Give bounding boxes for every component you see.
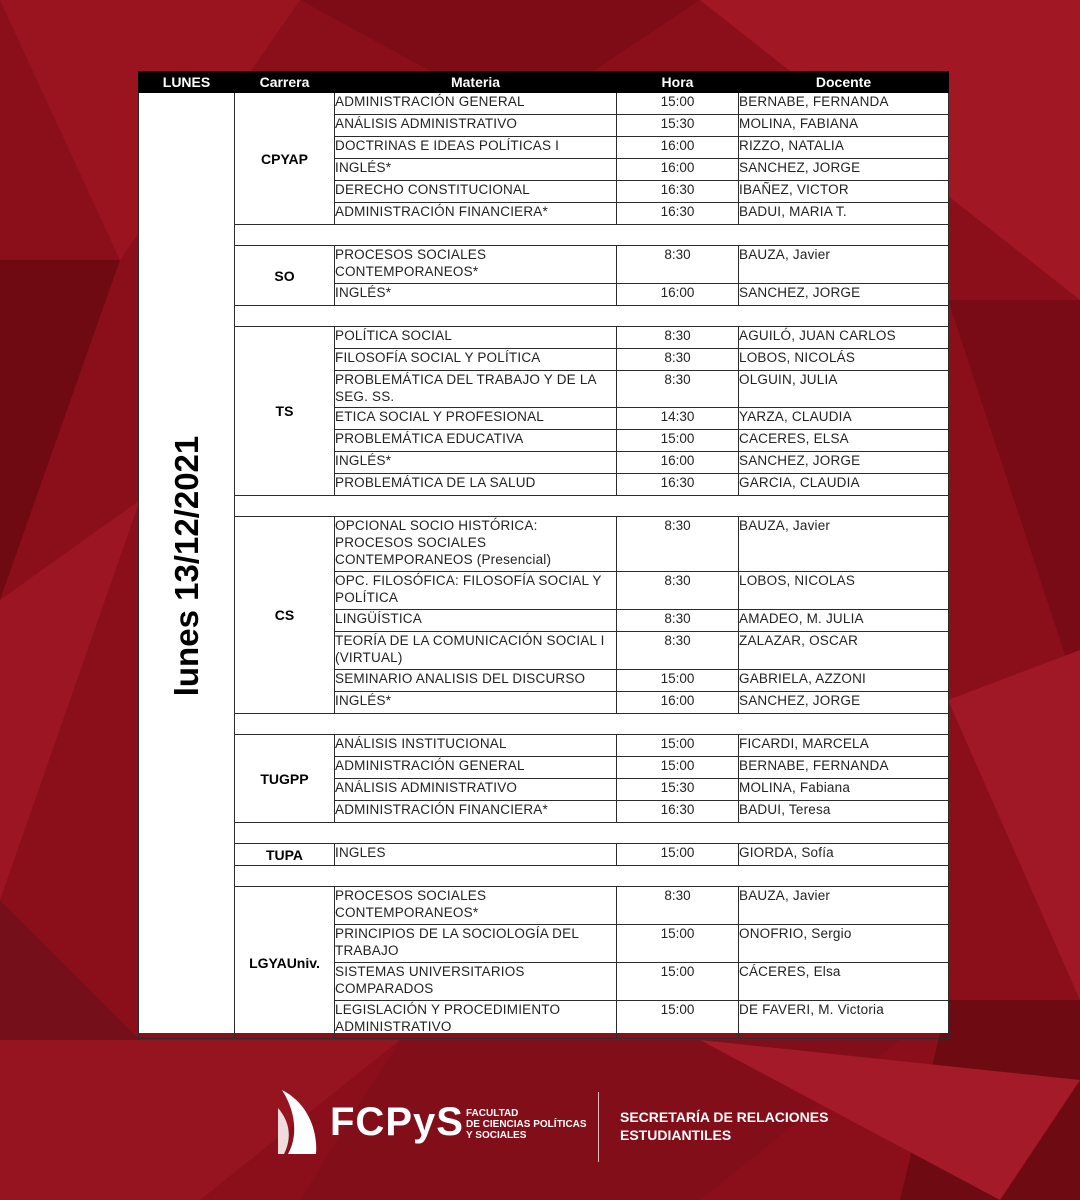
time-cell: 15:00 (617, 844, 739, 866)
subject-cell: ADMINISTRACIÓN GENERAL (335, 757, 617, 779)
schedule-table (138, 71, 949, 1039)
subject-cell: INGLÉS* (335, 452, 617, 474)
time-cell: 8:30 (617, 349, 739, 371)
teacher-cell: CÁCERES, Elsa (739, 963, 949, 1001)
time-cell: 15:00 (617, 925, 739, 963)
subject-cell: PROCESOS SOCIALES CONTEMPORANEOS* (335, 887, 617, 925)
time-cell: 8:30 (617, 610, 739, 632)
header-subject: Materia (335, 72, 617, 93)
faculty-line: FACULTAD (466, 1108, 519, 1119)
subject-cell: PROBLEMÁTICA DEL TRABAJO Y DE LA SEG. SS. (335, 371, 617, 408)
subject-cell: FILOSOFÍA SOCIAL Y POLÍTICA (335, 349, 617, 371)
subject-cell: DOCTRINAS E IDEAS POLÍTICAS I (335, 137, 617, 159)
time-cell: 16:00 (617, 284, 739, 306)
teacher-cell: BAUZA, Javier (739, 517, 949, 572)
time-cell: 16:30 (617, 801, 739, 823)
faculty-line: DE CIENCIAS POLÍTICAS (466, 1119, 587, 1130)
teacher-cell: GARCIA, CLAUDIA (739, 474, 949, 496)
office-line: ESTUDIANTILES (620, 1127, 732, 1143)
brand-name: FCPyS (330, 1100, 464, 1144)
subject-cell: INGLÉS* (335, 692, 617, 714)
group-spacer (139, 306, 949, 327)
teacher-cell: AGUILÓ, JUAN CARLOS (739, 327, 949, 349)
teacher-cell: RIZZO, NATALIA (739, 137, 949, 159)
time-cell: 15:00 (617, 430, 739, 452)
table-row (139, 844, 949, 866)
career-cs: CS (235, 517, 335, 714)
day-cell (139, 93, 235, 1039)
time-cell: 14:30 (617, 408, 739, 430)
subject-cell: ANÁLISIS ADMINISTRATIVO (335, 115, 617, 137)
subject-cell: OPC. FILOSÓFICA: FILOSOFÍA SOCIAL Y POLÍTICA (335, 572, 617, 610)
schedule-sheet (138, 71, 948, 1033)
subject-cell: TEORÍA DE LA COMUNICACIÓN SOCIAL I (VIRTUAL) (335, 632, 617, 670)
time-cell: 8:30 (617, 371, 739, 408)
table-row (139, 93, 949, 115)
career-cpyap: CPYAP (235, 93, 335, 225)
subject-cell: PROCESOS SOCIALES CONTEMPORANEOS* (335, 246, 617, 284)
teacher-cell: BAUZA, Javier (739, 246, 949, 284)
time-cell: 16:00 (617, 452, 739, 474)
teacher-cell: GABRIELA, AZZONI (739, 670, 949, 692)
subject-cell: PRINCIPIOS DE LA SOCIOLOGÍA DEL TRABAJO (335, 925, 617, 963)
group-spacer (139, 225, 949, 246)
teacher-cell: DE FAVERI, M. Victoria (739, 1001, 949, 1039)
header-day: LUNES (139, 72, 235, 93)
time-cell: 15:00 (617, 963, 739, 1001)
teacher-cell: IBAÑEZ, VICTOR (739, 181, 949, 203)
teacher-cell: SANCHEZ, JORGE (739, 284, 949, 306)
group-spacer (139, 714, 949, 735)
teacher-cell: BADUI, Teresa (739, 801, 949, 823)
group-spacer (139, 496, 949, 517)
teacher-cell: BADUI, MARIA T. (739, 203, 949, 225)
teacher-cell: GIORDA, Sofía (739, 844, 949, 866)
teacher-cell: ONOFRIO, Sergio (739, 925, 949, 963)
teacher-cell: YARZA, CLAUDIA (739, 408, 949, 430)
teacher-cell: FICARDI, MARCELA (739, 735, 949, 757)
table-row (139, 246, 949, 284)
teacher-cell: OLGUIN, JULIA (739, 371, 949, 408)
subject-cell: ETICA SOCIAL Y PROFESIONAL (335, 408, 617, 430)
time-cell: 16:00 (617, 692, 739, 714)
subject-cell: ADMINISTRACIÓN FINANCIERA* (335, 801, 617, 823)
time-cell: 8:30 (617, 246, 739, 284)
career-tupa: TUPA (235, 844, 335, 866)
teacher-cell: AMADEO, M. JULIA (739, 610, 949, 632)
teacher-cell: LOBOS, NICOLÁS (739, 349, 949, 371)
table-row (139, 735, 949, 757)
header-career: Carrera (235, 72, 335, 93)
teacher-cell: SANCHEZ, JORGE (739, 692, 949, 714)
time-cell: 15:00 (617, 735, 739, 757)
time-cell: 15:00 (617, 93, 739, 115)
subject-cell: POLÍTICA SOCIAL (335, 327, 617, 349)
teacher-cell: ZALAZAR, OSCAR (739, 632, 949, 670)
faculty-line: Y SOCIALES (466, 1130, 527, 1141)
time-cell: 16:30 (617, 203, 739, 225)
time-cell: 8:30 (617, 517, 739, 572)
subject-cell: OPCIONAL SOCIO HISTÓRICA: PROCESOS SOCIALES CONTEMPORANEOS (Presencial) (335, 517, 617, 572)
time-cell: 15:00 (617, 757, 739, 779)
time-cell: 16:30 (617, 181, 739, 203)
time-cell: 15:00 (617, 670, 739, 692)
time-cell: 8:30 (617, 887, 739, 925)
time-cell: 15:30 (617, 779, 739, 801)
career-tugpp: TUGPP (235, 735, 335, 823)
career-so: SO (235, 246, 335, 306)
group-spacer (139, 823, 949, 844)
time-cell: 8:30 (617, 632, 739, 670)
time-cell: 15:00 (617, 1001, 739, 1039)
time-cell: 8:30 (617, 327, 739, 349)
office-name (620, 1108, 828, 1144)
teacher-cell: SANCHEZ, JORGE (739, 452, 949, 474)
table-header-row (139, 72, 949, 93)
time-cell: 8:30 (617, 572, 739, 610)
header-teacher: Docente (739, 72, 949, 93)
fcpys-sail-logo-icon (276, 1088, 320, 1158)
subject-cell: LINGÜÍSTICA (335, 610, 617, 632)
table-row (139, 327, 949, 349)
header-time: Hora (617, 72, 739, 93)
subject-cell: ANÁLISIS ADMINISTRATIVO (335, 779, 617, 801)
day-label: lunes 13/12/2021 (168, 435, 205, 696)
faculty-name (466, 1108, 587, 1141)
teacher-cell: SANCHEZ, JORGE (739, 159, 949, 181)
subject-cell: ADMINISTRACIÓN GENERAL (335, 93, 617, 115)
teacher-cell: MOLINA, FABIANA (739, 115, 949, 137)
subject-cell: ADMINISTRACIÓN FINANCIERA* (335, 203, 617, 225)
office-line: SECRETARÍA DE RELACIONES (620, 1109, 829, 1125)
time-cell: 16:00 (617, 159, 739, 181)
time-cell: 16:00 (617, 137, 739, 159)
group-spacer (139, 866, 949, 887)
subject-cell: INGLES (335, 844, 617, 866)
teacher-cell: BERNABE, FERNANDA (739, 757, 949, 779)
table-row (139, 887, 949, 925)
subject-cell: ANÁLISIS INSTITUCIONAL (335, 735, 617, 757)
time-cell: 15:30 (617, 115, 739, 137)
subject-cell: SEMINARIO ANALISIS DEL DISCURSO (335, 670, 617, 692)
career-ts: TS (235, 327, 335, 496)
teacher-cell: BERNABE, FERNANDA (739, 93, 949, 115)
subject-cell: DERECHO CONSTITUCIONAL (335, 181, 617, 203)
career-lgyauniv: LGYAUniv. (235, 887, 335, 1039)
subject-cell: PROBLEMÁTICA EDUCATIVA (335, 430, 617, 452)
subject-cell: SISTEMAS UNIVERSITARIOS COMPARADOS (335, 963, 617, 1001)
footer (0, 1080, 1080, 1180)
teacher-cell: BAUZA, Javier (739, 887, 949, 925)
subject-cell: LEGISLACIÓN Y PROCEDIMIENTO ADMINISTRATIVO (335, 1001, 617, 1039)
subject-cell: INGLÉS* (335, 159, 617, 181)
time-cell: 16:30 (617, 474, 739, 496)
footer-divider (598, 1092, 599, 1162)
teacher-cell: CACERES, ELSA (739, 430, 949, 452)
subject-cell: PROBLEMÁTICA DE LA SALUD (335, 474, 617, 496)
teacher-cell: LOBOS, NICOLAS (739, 572, 949, 610)
table-row (139, 517, 949, 572)
teacher-cell: MOLINA, Fabiana (739, 779, 949, 801)
subject-cell: INGLÉS* (335, 284, 617, 306)
